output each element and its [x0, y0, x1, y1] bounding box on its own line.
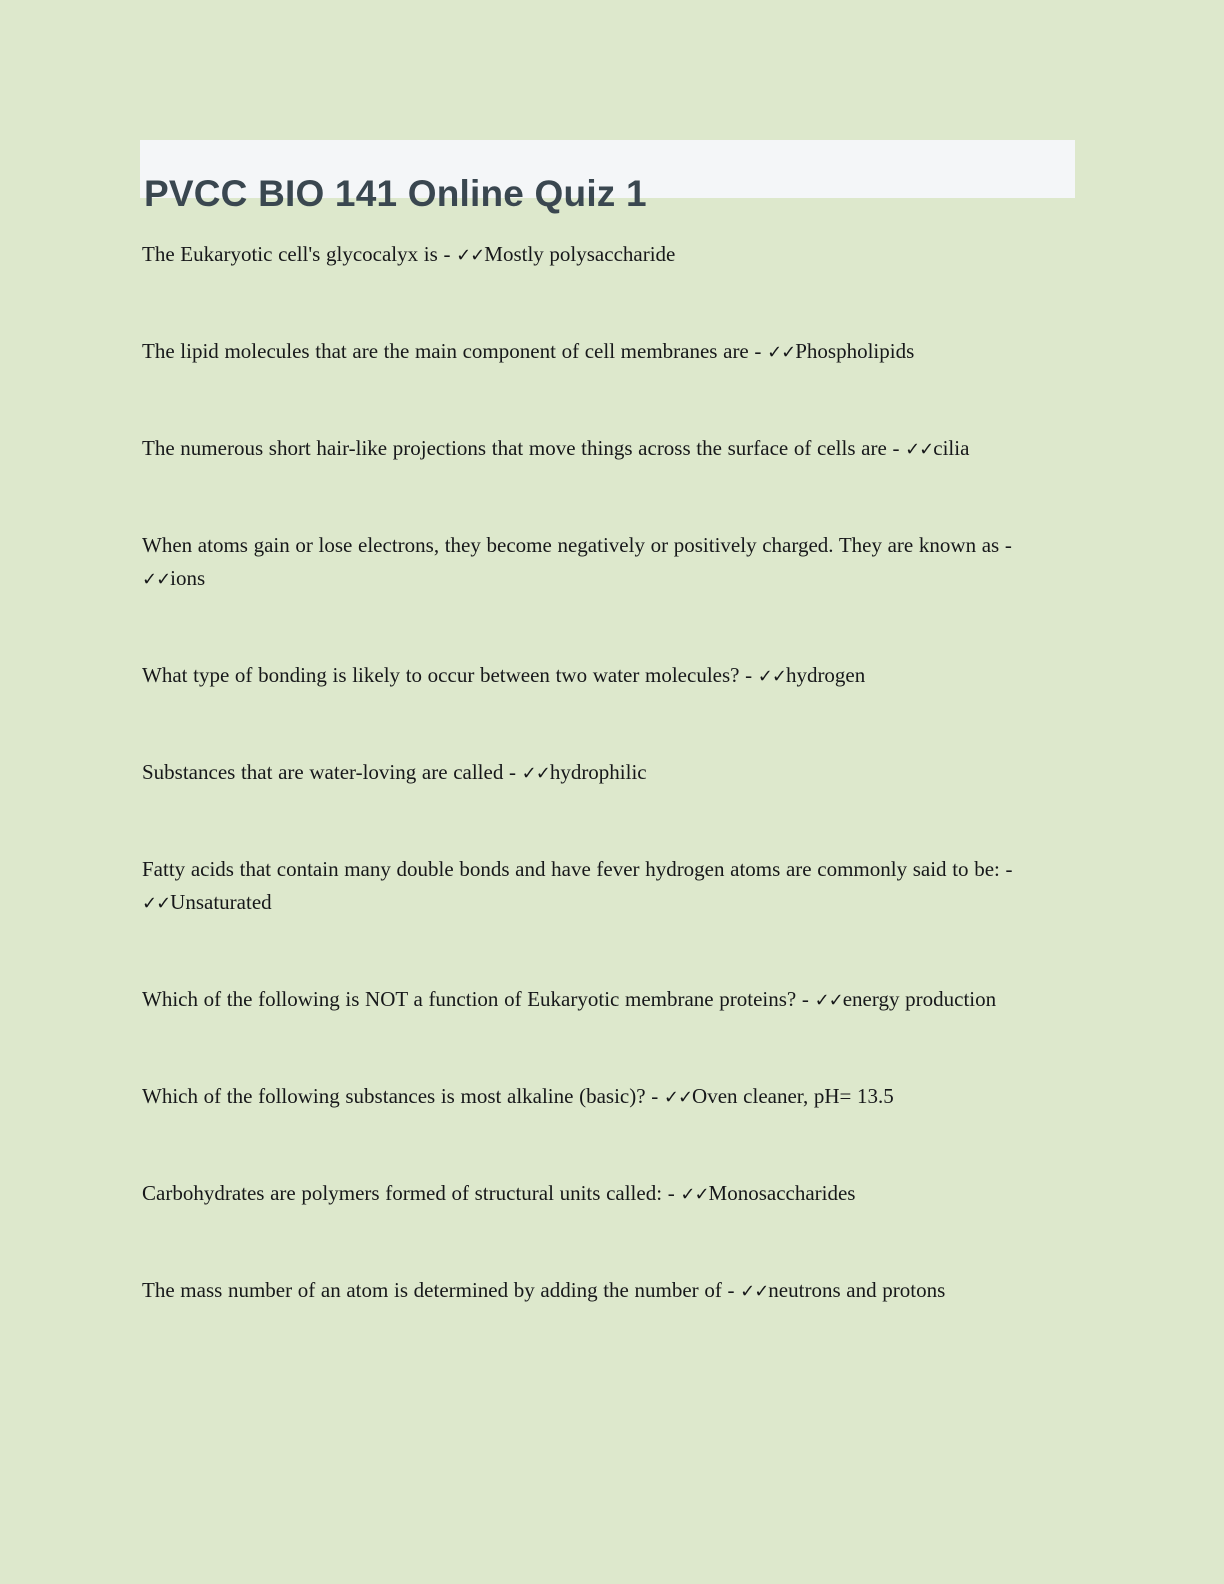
double-check-icon: ✓✓: [663, 1087, 693, 1108]
answer-text: cilia: [933, 436, 970, 460]
qa-separator: -: [886, 436, 906, 460]
qa-separator: -: [999, 857, 1013, 881]
answer-text: Phospholipids: [795, 339, 915, 363]
answer-text: neutrons and protons: [768, 1278, 946, 1302]
answer-text: Monosaccharides: [708, 1181, 856, 1205]
qa-separator: -: [721, 1278, 741, 1302]
qa-item: [142, 756, 1072, 790]
qa-separator: -: [437, 242, 457, 266]
qa-separator: -: [662, 1181, 681, 1205]
qa-item: [142, 1080, 1072, 1114]
qa-separator: -: [503, 760, 522, 784]
question-text: What type of bonding is likely to occur between two water molecules?: [142, 663, 740, 687]
double-check-icon: ✓✓: [814, 990, 843, 1011]
double-check-icon: ✓✓: [142, 569, 171, 590]
double-check-icon: ✓✓: [740, 1281, 769, 1302]
question-text: The Eukaryotic cell's glycocalyx is: [142, 242, 438, 266]
qa-item: [142, 983, 1072, 1017]
question-text: Carbohydrates are polymers formed of structural units called:: [142, 1181, 663, 1205]
answer-text: hydrophilic: [549, 760, 647, 784]
qa-item: [142, 659, 1072, 693]
question-text: Fatty acids that contain many double bonds and have fever hydrogen atoms are commonly said to be:: [142, 857, 1000, 881]
qa-item: [142, 853, 1072, 920]
double-check-icon: ✓✓: [757, 666, 786, 687]
qa-item: [142, 1177, 1072, 1211]
qa-separator: -: [999, 533, 1012, 557]
qa-item: [142, 432, 1072, 466]
answer-text: hydrogen: [785, 663, 866, 687]
double-check-icon: ✓✓: [521, 763, 550, 784]
qa-separator: -: [739, 663, 758, 687]
qa-item: [142, 335, 1072, 369]
double-check-icon: ✓✓: [905, 439, 934, 460]
question-text: When atoms gain or lose electrons, they become negatively or positively charged. They are known as: [142, 533, 1000, 557]
qa-item: [142, 529, 1072, 596]
question-text: Which of the following substances is most alkaline (basic)?: [142, 1084, 646, 1108]
question-answer-list: [142, 238, 1072, 1308]
page-title: PVCC BIO 141 Online Quiz 1: [144, 172, 647, 214]
double-check-icon: ✓✓: [142, 893, 171, 914]
qa-separator: -: [645, 1084, 664, 1108]
answer-text: Mostly polysaccharide: [484, 242, 676, 266]
qa-item: [142, 1274, 1072, 1308]
question-text: The numerous short hair-like projections that move things across the surface of cells are: [142, 436, 887, 460]
answer-text: Oven cleaner, pH= 13.5: [692, 1084, 894, 1108]
question-text: The lipid molecules that are the main component of cell membranes are: [142, 339, 749, 363]
answer-text: energy production: [842, 987, 997, 1011]
answer-text: Unsaturated: [170, 890, 272, 914]
double-check-icon: ✓✓: [680, 1184, 709, 1205]
question-text: Which of the following is NOT a function of Eukaryotic membrane proteins?: [142, 987, 797, 1011]
qa-item: [142, 238, 1072, 272]
qa-separator: -: [748, 339, 768, 363]
question-text: Substances that are water-loving are called: [142, 760, 504, 784]
qa-separator: -: [796, 987, 815, 1011]
double-check-icon: ✓✓: [767, 342, 796, 363]
question-text: The mass number of an atom is determined by adding the number of: [142, 1278, 722, 1302]
answer-text: ions: [170, 566, 206, 590]
double-check-icon: ✓✓: [456, 245, 485, 266]
